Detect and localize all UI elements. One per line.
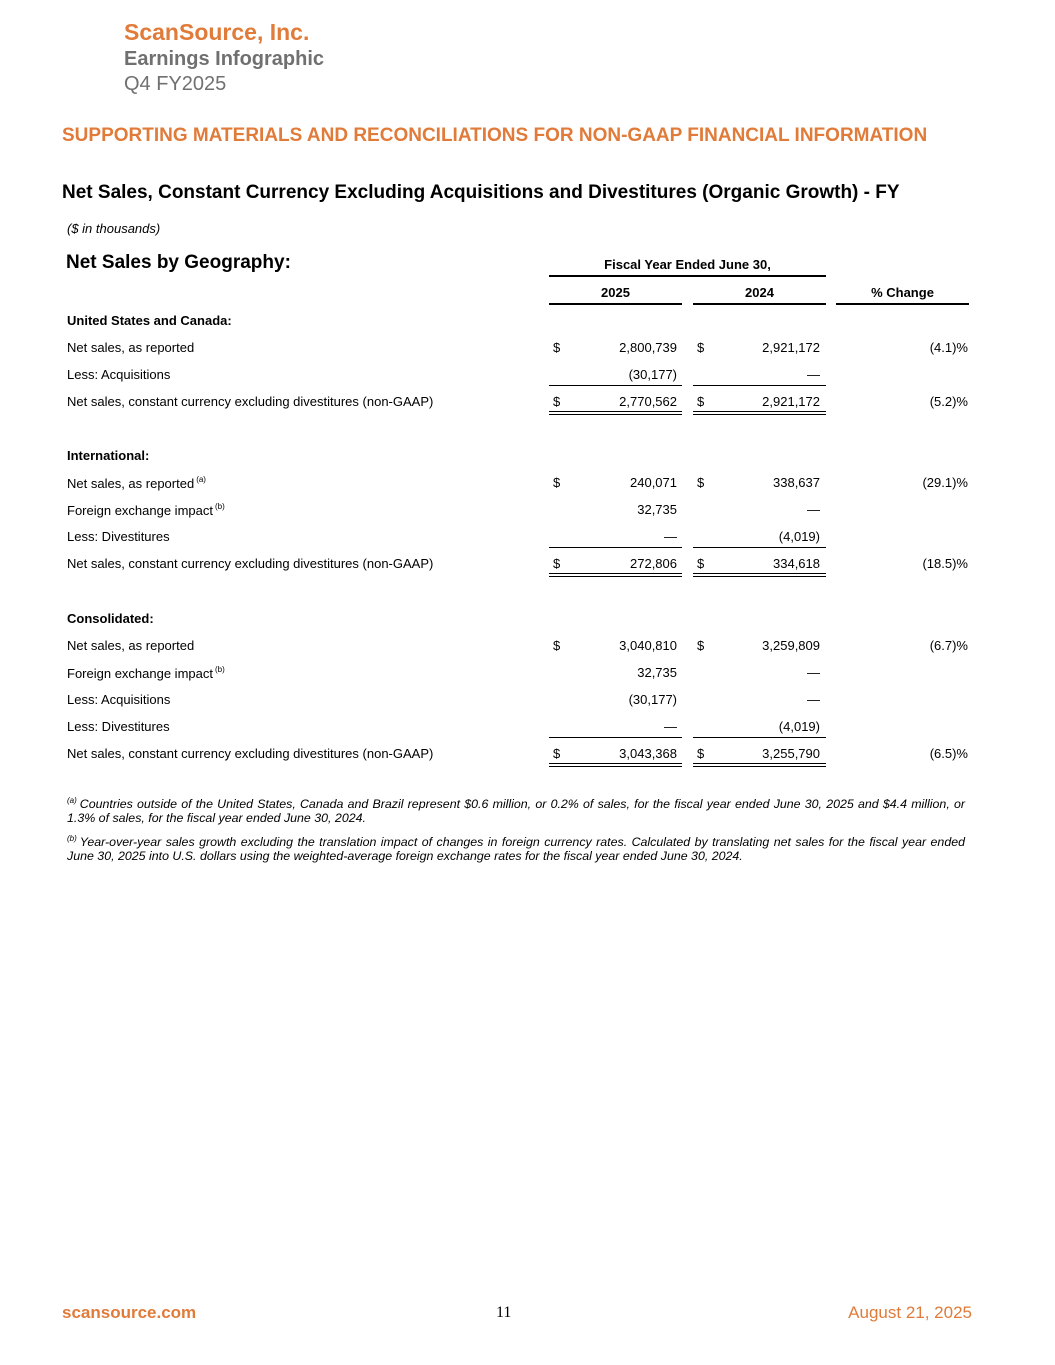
table-row [0,473,1055,493]
table-row [0,500,1055,520]
table-section-header [0,311,1055,331]
total-double-underline [693,763,826,767]
value-2024: (4,019) [778,529,820,544]
value-2025: 3,043,368 [619,746,677,761]
row-label-text: United States and Canada: [67,313,232,328]
row-label [67,556,433,571]
row-label-text: Net sales, constant currency excluding divestitures (non-GAAP) [67,746,434,761]
currency-symbol-2024: $ [697,638,705,653]
table-row [0,392,1055,412]
footnote-text: Year-over-year sales growth excluding the translation impact of changes in foreign currency rates. Calculated by translating net sales for the fiscal year ended June 30, 2025 into U.S. dollars using the weighted-average foreign exchange rates for the fiscal year ended June 30, 2024. [67,835,965,863]
value-2024: — [807,665,820,680]
value-2025: 32,735 [637,665,677,680]
currency-symbol-2025: $ [553,475,561,490]
footnote-mark: (a) [67,796,77,805]
currency-symbol-2024: $ [697,340,705,355]
value-2025: 2,800,739 [619,340,677,355]
document-subtitle: Earnings Infographic [124,48,325,70]
row-label-text: Less: Acquisitions [67,692,171,707]
row-label-text: Consolidated: [67,611,154,626]
footnote-mark: (b) [67,834,77,843]
row-label-text: Less: Acquisitions [67,367,171,382]
currency-symbol-2025: $ [553,340,561,355]
value-2024: 338,637 [773,475,820,490]
column-header-2024: 2024 [693,285,826,305]
currency-symbol-2025: $ [553,556,561,571]
row-label [67,502,225,518]
row-label-text: Foreign exchange impact [67,666,213,681]
company-name: ScanSource, Inc. [124,19,310,45]
column-header-change: % Change [836,285,969,305]
row-label [67,448,149,463]
total-double-underline [549,411,682,415]
page-number: 11 [496,1304,512,1321]
percent-change: (6.7)% [929,638,968,653]
value-2024: 3,259,809 [762,638,820,653]
currency-symbol-2025: $ [553,638,561,653]
table-row [0,365,1055,385]
currency-symbol-2025: $ [553,746,561,761]
row-label [67,529,170,544]
subtotal-underline [693,737,826,738]
total-double-underline [693,411,826,415]
row-label [67,638,194,653]
subtotal-underline [549,547,682,548]
currency-symbol-2024: $ [697,394,705,409]
row-label [67,367,170,382]
currency-symbol-2024: $ [697,556,705,571]
row-label-text: Net sales, constant currency excluding divestitures (non-GAAP) [67,556,434,571]
subtotal-underline [549,737,682,738]
percent-change: (18.5)% [922,556,968,571]
footer-date: August 21, 2025 [848,1303,972,1322]
value-2025: 240,071 [630,475,677,490]
row-label-text: Net sales, as reported [67,340,195,355]
table-row [0,744,1055,764]
value-2024: — [807,367,820,382]
footnote-b [67,832,965,863]
row-label-text: Less: Divestitures [67,719,170,734]
table-row [0,717,1055,737]
footnote-reference: (a) [196,475,206,484]
row-label [67,746,433,761]
value-2025: 272,806 [630,556,677,571]
row-label [67,313,232,328]
footnote-text: Countries outside of the United States, Canada and Brazil represent $0.6 million, or 0.2% of sales, for the fiscal year ended June 30, 2025 and $4.4 million, or 1.3% of sales, for the fiscal year ended June 30, 2024. [67,797,965,825]
value-2024: — [807,502,820,517]
section-title: SUPPORTING MATERIALS AND RECONCILIATIONS FOR NON-GAAP FINANCIAL INFORMATION [62,125,928,146]
subtotal-underline [693,385,826,386]
document-period: Q4 FY2025 [124,73,227,95]
value-2025: (30,177) [628,367,677,382]
table-section-header [0,609,1055,629]
value-2025: 3,040,810 [619,638,677,653]
table-row [0,527,1055,547]
row-label-text: Net sales, constant currency excluding divestitures (non-GAAP) [67,394,434,409]
column-header-2025: 2025 [549,285,682,305]
footnote-a [67,794,965,825]
percent-change: (6.5)% [929,746,968,761]
row-label [67,692,170,707]
value-2024: 2,921,172 [762,394,820,409]
value-2024: 3,255,790 [762,746,820,761]
row-label [67,340,194,355]
currency-symbol-2024: $ [697,746,705,761]
value-2025: (30,177) [628,692,677,707]
value-2025: 32,735 [637,502,677,517]
row-label [67,719,170,734]
subtotal-underline [549,385,682,386]
column-group-header: Fiscal Year Ended June 30, [549,257,826,277]
row-label-text: Net sales, as reported [67,638,195,653]
percent-change: (5.2)% [929,394,968,409]
footnote-reference: (b) [214,502,225,511]
subtotal-underline [693,547,826,548]
footnote-reference: (b) [214,665,225,674]
units-note: ($ in thousands) [67,221,161,236]
table-row [0,690,1055,710]
report-title: Net Sales, Constant Currency Excluding Acquisitions and Divestitures (Organic Growth) - FY [62,182,900,203]
currency-symbol-2025: $ [553,394,561,409]
value-2024: (4,019) [778,719,820,734]
row-label-text: International: [67,448,150,463]
percent-change: (29.1)% [922,475,968,490]
footer-website: scansource.com [62,1303,197,1322]
total-double-underline [549,573,682,577]
table-row [0,636,1055,656]
row-label [67,665,225,681]
value-2025: 2,770,562 [619,394,677,409]
table-title: Net Sales by Geography: [66,252,291,273]
table-row [0,338,1055,358]
row-label-text: Net sales, as reported [67,476,195,491]
table-row [0,663,1055,683]
table-section-header [0,446,1055,466]
total-double-underline [549,763,682,767]
value-2024: — [807,692,820,707]
value-2025: — [664,719,677,734]
row-label [67,394,433,409]
total-double-underline [693,573,826,577]
row-label [67,611,154,626]
row-label-text: Less: Divestitures [67,529,170,544]
row-label [67,475,206,491]
value-2025: — [664,529,677,544]
percent-change: (4.1)% [929,340,968,355]
value-2024: 2,921,172 [762,340,820,355]
value-2024: 334,618 [773,556,820,571]
currency-symbol-2024: $ [697,475,705,490]
table-row [0,554,1055,574]
row-label-text: Foreign exchange impact [67,503,213,518]
